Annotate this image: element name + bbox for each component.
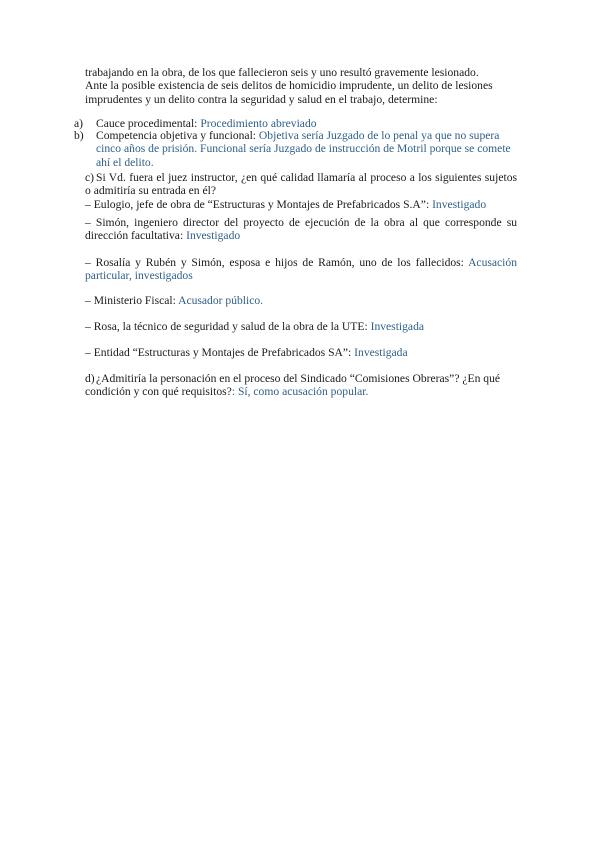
- question-b: [74, 129, 517, 169]
- question-c: [85, 171, 517, 198]
- intro-block: [85, 66, 517, 106]
- item-2: [85, 216, 517, 243]
- item-4-answer: Acusador público.: [178, 294, 264, 307]
- item-2-answer: Investigado: [186, 229, 241, 243]
- question-c-label: c): [85, 171, 95, 184]
- item-5-text: – Rosa, la técnico de seguridad y salud de la obra de la UTE:: [85, 320, 371, 333]
- intro-line-1: trabajando en la obra, de los que fallecieron seis y uno resultó gravemente lesionado.: [85, 66, 479, 79]
- item-6-text: – Entidad “Estructuras y Montajes de Prefabricados SA”:: [85, 346, 355, 359]
- question-b-answer: Objetiva sería Juzgado de lo penal ya que no supera cinco años de prisión. Funcional sería Juzgado de instrucción de Motril porque se comete ahí el delito.: [96, 129, 511, 169]
- question-b-label: b): [74, 129, 84, 142]
- intro-line-2: Ante la posible existencia de seis delitos de homicidio imprudente, un delito de lesiones imprudentes y un delito contra la seguridad y salud en el trabajo, determine:: [85, 79, 493, 106]
- question-a-text: Cauce procedimental:: [96, 117, 201, 130]
- question-b-text: Competencia objetiva y funcional:: [96, 129, 259, 142]
- question-d: [85, 372, 517, 399]
- item-1-answer: Investigado: [432, 198, 487, 211]
- item-4: [85, 294, 517, 307]
- question-a-label: a): [74, 117, 84, 130]
- item-3-answer: Acusación particular, investigados: [85, 256, 517, 283]
- item-1: [85, 198, 517, 211]
- question-a-answer: Procedimiento abreviado: [200, 117, 317, 130]
- item-5: [85, 320, 517, 333]
- item-3: [85, 256, 517, 283]
- question-c-text: Si Vd. fuera el juez instructor, ¿en qué calidad llamaría al proceso a los siguientes sujetos o admitiría su entrada en él?: [85, 171, 517, 198]
- item-6-answer: Investigada: [354, 346, 408, 359]
- question-d-label: d): [85, 372, 95, 385]
- item-4-text: – Ministerio Fiscal:: [85, 294, 179, 307]
- item-3-text: – Rosalía y Rubén y Simón, esposa e hijos de Ramón, uno de los fallecidos:: [85, 256, 469, 269]
- question-d-answer: : Sí, como acusación popular.: [231, 385, 369, 399]
- item-5-answer: Investigada: [370, 320, 425, 333]
- item-2-text: – Simón, ingeniero director del proyecto de ejecución de la obra al que corresponde su dirección facultativa:: [85, 216, 517, 243]
- item-1-text: – Eulogio, jefe de obra de “Estructuras y Montajes de Prefabricados S.A”:: [85, 198, 433, 211]
- item-6: [85, 346, 517, 359]
- question-d-text: ¿Admitiría la personación en el proceso del Sindicado “Comisiones Obreras”? ¿En qué condición y con qué requisitos?: [85, 372, 501, 399]
